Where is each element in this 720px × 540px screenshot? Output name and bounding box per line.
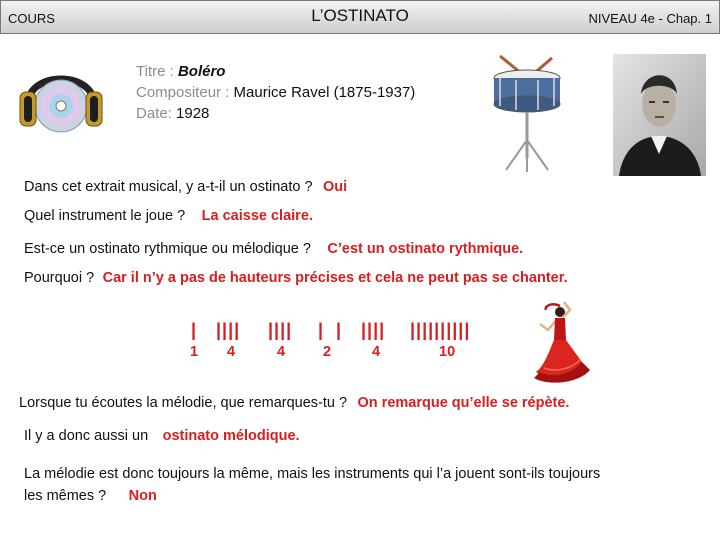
qa-line-3	[24, 240, 523, 258]
date-line	[136, 103, 209, 124]
question-text: Lorsque tu écoutes la mélodie, que remarques-tu ?	[19, 395, 348, 411]
rhythm-group-3: ||||	[268, 320, 293, 340]
answer-text: Non	[128, 488, 157, 504]
question-text: Il y a donc aussi un	[24, 428, 149, 444]
title-line	[136, 61, 225, 82]
composer-value: Maurice Ravel (1875-1937)	[233, 84, 416, 101]
qa-line-4	[24, 269, 568, 287]
rhythm-group-1: |	[191, 320, 198, 340]
rhythm-group-6: ||||||||||	[410, 320, 471, 340]
date-label: Date:	[136, 105, 177, 122]
answer-text: Oui	[322, 179, 348, 195]
rhythm-count-4: 2	[323, 344, 332, 360]
question-text: Quel instrument le joue ?	[24, 208, 186, 224]
composer-label: Compositeur :	[136, 84, 234, 101]
rhythm-group-2: ||||	[216, 320, 241, 340]
title-value: Boléro	[177, 63, 226, 80]
qa-line-7b	[24, 487, 157, 505]
answer-text: La caisse claire.	[201, 208, 313, 224]
header-course-label: COURS	[8, 11, 55, 26]
rhythm-count-1: 1	[190, 344, 199, 360]
answer-text: ostinato mélodique.	[162, 428, 300, 444]
header-level-label: NIVEAU 4e - Chap. 1	[588, 11, 712, 26]
question-text: les mêmes ?	[24, 488, 107, 504]
answer-text: Car il n’y a pas de hauteurs précises et cela ne peut pas se chanter.	[102, 270, 568, 286]
answer-text: On remarque qu’elle se répète.	[357, 395, 570, 411]
qa-line-6	[24, 427, 300, 445]
title-label: Titre :	[136, 63, 178, 80]
headphones-cd-icon	[18, 54, 104, 136]
qa-line-5	[19, 394, 569, 412]
question-text: Dans cet extrait musical, y a-t-il un ostinato ?	[24, 179, 313, 195]
qa-line-1	[24, 178, 347, 196]
page-title: L’OSTINATO	[311, 6, 409, 25]
header-bar	[0, 0, 720, 34]
flamenco-dancer-icon	[530, 300, 596, 384]
rhythm-count-2: 4	[227, 344, 236, 360]
composer-line	[136, 82, 415, 103]
answer-text: C’est un ostinato rythmique.	[327, 241, 524, 257]
snare-drum-icon	[486, 54, 568, 174]
composer-portrait	[613, 54, 706, 176]
rhythm-count-3: 4	[277, 344, 286, 360]
rhythm-count-5: 4	[372, 344, 381, 360]
question-text: Est-ce un ostinato rythmique ou mélodique ?	[24, 241, 311, 257]
question-text: Pourquoi ?	[24, 270, 95, 286]
qa-line-7a	[24, 465, 600, 483]
date-value: 1928	[176, 105, 210, 122]
rhythm-count-6: 10	[439, 344, 456, 360]
rhythm-group-5: ||||	[361, 320, 386, 340]
qa-line-2	[24, 207, 313, 225]
rhythm-group-4: | |	[318, 320, 343, 340]
question-text: La mélodie est donc toujours la même, mais les instruments qui l’a jouent sont-ils toujours	[24, 466, 601, 482]
